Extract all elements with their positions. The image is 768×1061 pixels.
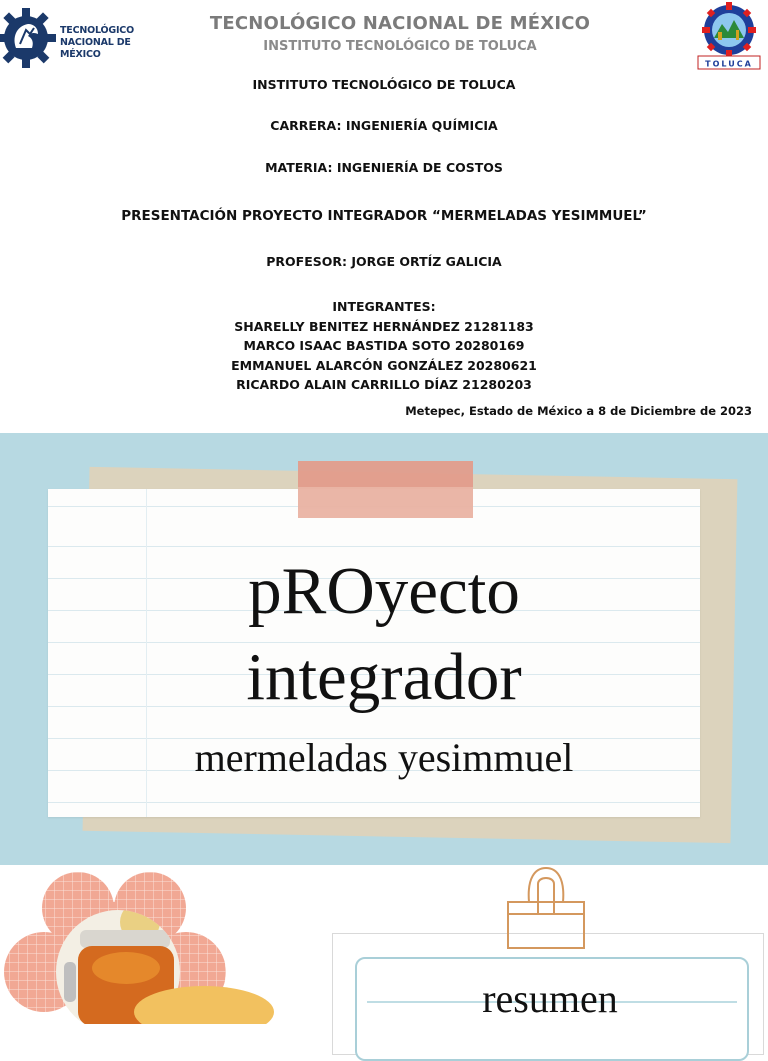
member-item: SHARELLY BENITEZ HERNÁNDEZ 21281183 bbox=[234, 318, 534, 334]
slide-title bbox=[48, 548, 720, 720]
jam-photo-decoration bbox=[0, 872, 280, 1024]
section-heading: resumen bbox=[482, 976, 618, 1021]
gear-icon bbox=[0, 0, 60, 76]
project-line: PRESENTACIÓN PROYECTO INTEGRADOR “MERMELADAS YESIMMUEL” bbox=[121, 208, 647, 224]
date-line: Metepec, Estado de México a 8 de Diciembre de 2023 bbox=[405, 404, 752, 418]
subject-line: MATERIA: INGENIERÍA DE COSTOS bbox=[265, 160, 503, 175]
slide-title-line2: integrador bbox=[246, 640, 522, 714]
header-title: TECNOLÓGICO NACIONAL DE MÉXICO bbox=[209, 13, 591, 34]
members-block bbox=[0, 297, 768, 395]
member-item: RICARDO ALAIN CARRILLO DÍAZ 21280203 bbox=[236, 377, 532, 392]
toluca-emblem-icon bbox=[696, 2, 762, 70]
toluca-logo-text: TOLUCA bbox=[705, 59, 753, 69]
institute-line: INSTITUTO TECNOLÓGICO DE TOLUCA bbox=[252, 77, 516, 92]
member-item: EMMANUEL ALARCÓN GONZÁLEZ 20280621 bbox=[231, 357, 537, 373]
members-label: INTEGRANTES: bbox=[332, 299, 436, 314]
tecnm-logo-text: TECNOLÓGICO NACIONAL DE MÉXICO bbox=[60, 25, 134, 60]
tape-strip bbox=[298, 461, 473, 518]
slide-title-line1: pROyecto bbox=[248, 554, 520, 628]
header-subtitle: INSTITUTO TECNOLÓGICO DE TOLUCA bbox=[263, 39, 537, 54]
member-item: MARCO ISAAC BASTIDA SOTO 20280169 bbox=[243, 338, 525, 353]
tecnm-logo bbox=[0, 0, 170, 76]
binder-clip-icon bbox=[505, 866, 587, 958]
career-line: CARRERA: INGENIERÍA QUÍMICIA bbox=[270, 118, 498, 133]
toluca-logo bbox=[696, 2, 762, 70]
professor-line: PROFESOR: JORGE ORTÍZ GALICIA bbox=[266, 254, 502, 269]
slide-subtitle: mermeladas yesimmuel bbox=[194, 735, 574, 780]
